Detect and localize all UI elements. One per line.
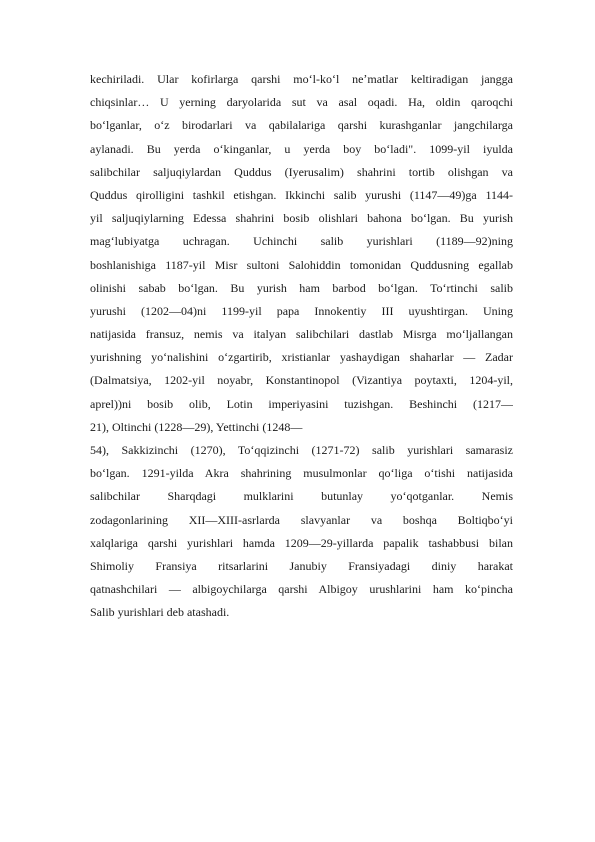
text-line: 54), Sakkizinchi (1270), Toʻqqizinchi (1271-72) salib yurishlari samarasiz: [90, 443, 513, 457]
text-line: yurishning yoʻnalishini oʻzgartirib, xristianlar yashaydigan shaharlar — Zadar: [90, 350, 513, 365]
text-line: (Dalmatsiya, 1202-yil noyabr, Konstantinopol (Vizantiya poytaxti, 1204-yil,: [90, 373, 513, 388]
text-line: Shimoliy Fransiya ritsarlarini Janubiy Fransiyadagi diniy harakat: [90, 558, 513, 573]
text-line: boshlanishiga 1187-yil Misr sultoni Salohiddin tomonidan Quddusning egallab: [90, 257, 513, 272]
text-line: Quddus qirolligini tashkil etishgan. Ikkinchi salib yurushi (1147—49)ga 1144-: [90, 187, 513, 202]
text-line: salibchilar saljuqiylardan Quddus (Iyerusalim) shahrini tortib olishgan va: [90, 164, 513, 179]
text-line: zodagonlarining XII—XIII-asrlarda slavyanlar va boshqa Boltiqboʻyi: [90, 512, 513, 527]
text-line: xalqlariga qarshi yurishlari hamda 1209—29-yillarda papalik tashabbusi bilan: [90, 535, 513, 550]
text-line: natijasida fransuz, nemis va italyan salibchilari dastlab Misrga moʻljallangan: [90, 327, 513, 342]
text-line: yil saljuqiylarning Edessa shahrini bosib olishlari bahona boʻlgan. Bu yurish: [90, 211, 513, 226]
text-line: aylanadi. Bu yerda oʻkinganlar, u yerda boy boʻladi". 1099-yil iyulda: [90, 141, 513, 156]
text-line: olinishi sabab boʻlgan. Bu yurish ham barbod boʻlgan. Toʻrtinchi salib: [90, 280, 513, 295]
text-line: aprel))ni bosib olib, Lotin imperiyasini tuzishgan. Beshinchi (1217—: [90, 396, 513, 411]
text-line: 21), Oltinchi (1228—29), Yettinchi (1248—: [90, 419, 303, 434]
text-line: boʻlgan. 1291-yilda Akra shahrining musulmonlar qoʻliga oʻtishi natijasida: [90, 466, 513, 481]
text-line: boʻlganlar, oʻz birodarlari va qabilalariga qarshi kurashganlar jangchilarga: [90, 118, 513, 133]
text-line: qatnashchilari — albigoychilarga qarshi Albigoy urushlarini ham koʻpincha: [90, 582, 513, 597]
document-body: [90, 68, 513, 625]
text-line: yurushi (1202—04)ni 1199-yil papa Innokentiy III uyushtirgan. Uning: [90, 303, 513, 318]
text-line: salibchilar Sharqdagi mulklarini butunlay yoʻqotganlar. Nemis: [90, 489, 513, 504]
text-line: chiqsinlar… U yerning daryolarida sut va asal oqadi. Ha, oldin qaroqchi: [90, 95, 513, 110]
text-line: kechiriladi. Ular kofirlarga qarshi moʻl-koʻl neʼmatlar keltiradigan jangga: [90, 72, 513, 86]
text-line: magʻlubiyatga uchragan. Uchinchi salib yurishlari (1189—92)ning: [90, 234, 513, 249]
text-line: Salib yurishlari deb atashadi.: [90, 605, 230, 620]
